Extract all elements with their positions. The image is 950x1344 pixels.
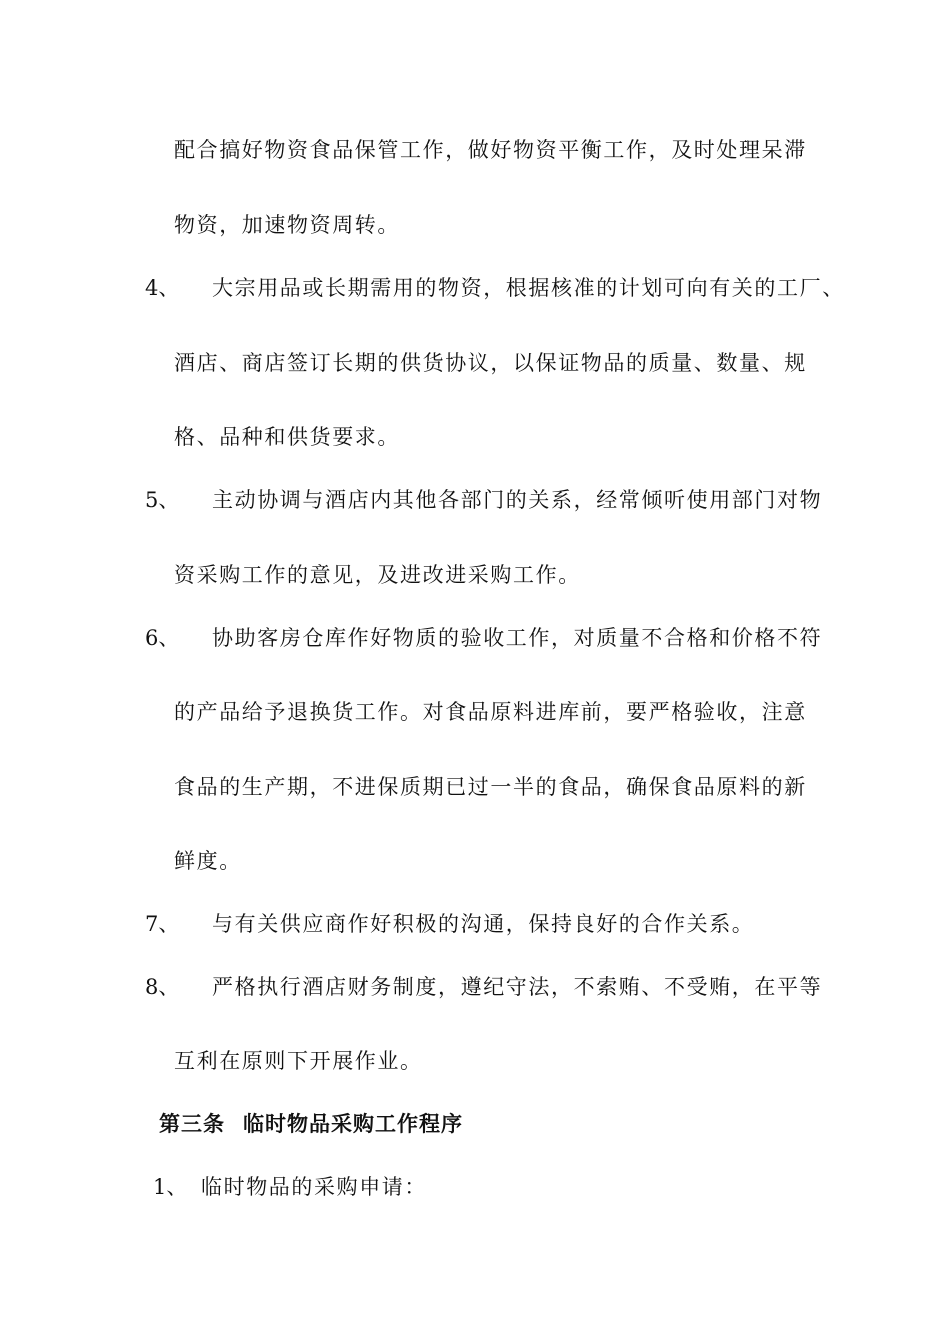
section-heading xyxy=(159,1112,463,1136)
list-item-line: 协助客房仓库作好物质的验收工作，对质量不合格和价格不符 xyxy=(212,626,823,650)
list-item-line: 临时物品的采购申请： xyxy=(201,1175,427,1199)
list-item-line: 与有关供应商作好积极的沟通，保持良好的合作关系。 xyxy=(212,912,755,936)
paragraph-line: 物资，加速物资周转。 xyxy=(174,213,400,237)
list-item-line: 酒店、商店签订长期的供货协议，以保证物品的质量、数量、规 xyxy=(174,351,807,375)
list-number: 8、 xyxy=(145,975,180,999)
list-item-line: 的产品给予退换货工作。对食品原料进库前，要严格验收，注意 xyxy=(174,700,807,724)
list-number: 1、 xyxy=(153,1175,188,1199)
list-item-line: 主动协调与酒店内其他各部门的关系，经常倾听使用部门对物 xyxy=(212,488,823,512)
list-item-line: 格、品种和供货要求。 xyxy=(174,425,400,449)
list-number: 4、 xyxy=(145,276,180,300)
list-number: 7、 xyxy=(145,912,180,936)
list-item-line: 资采购工作的意见，及进改进采购工作。 xyxy=(174,563,581,587)
list-item-line: 食品的生产期，不进保质期已过一半的食品，确保食品原料的新 xyxy=(174,775,807,799)
list-item-line: 严格执行酒店财务制度，遵纪守法，不索贿、不受贿，在平等 xyxy=(212,975,823,999)
list-item-line: 大宗用品或长期需用的物资，根据核准的计划可向有关的工厂、 xyxy=(212,276,845,300)
list-item-line: 鲜度。 xyxy=(174,849,242,873)
article-number: 第三条 xyxy=(159,1111,225,1136)
list-number: 6、 xyxy=(145,626,180,650)
list-number: 5、 xyxy=(145,488,180,512)
list-item-line: 互利在原则下开展作业。 xyxy=(174,1049,423,1073)
paragraph-line: 配合搞好物资食品保管工作，做好物资平衡工作，及时处理呆滞 xyxy=(174,138,807,162)
section-title: 临时物品采购工作程序 xyxy=(243,1111,463,1136)
